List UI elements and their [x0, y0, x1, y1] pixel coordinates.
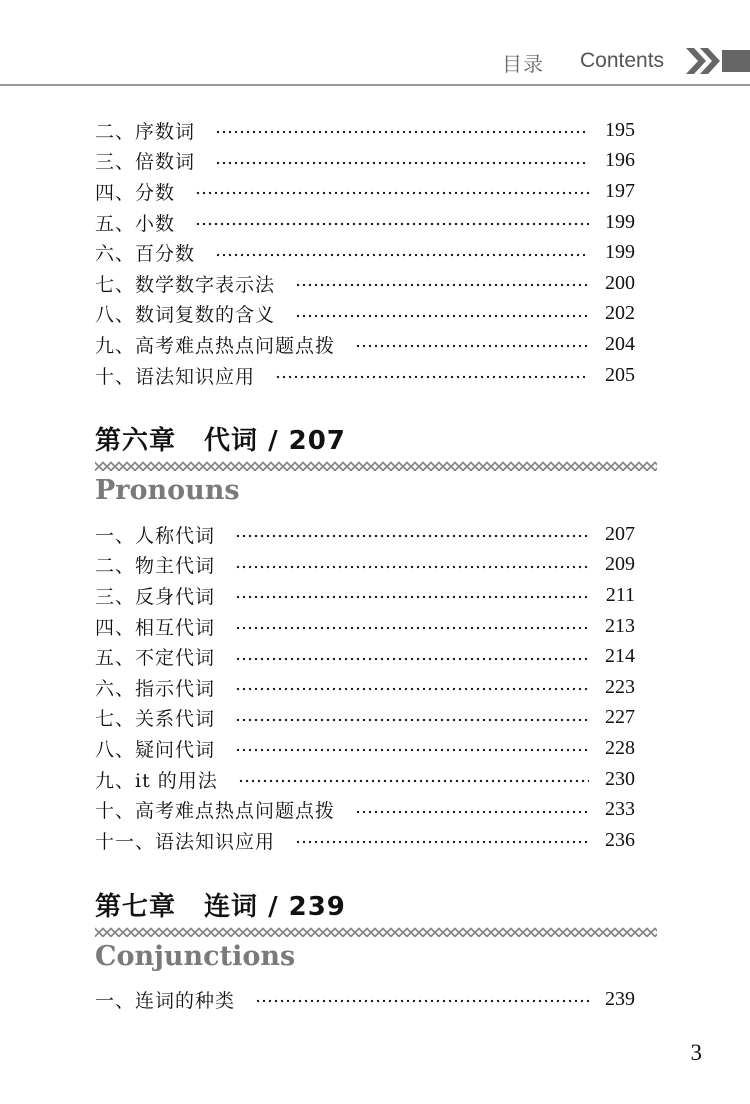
toc-entry-page: 200 — [605, 271, 635, 294]
toc-entry-page: 195 — [605, 118, 635, 141]
toc-entry-label: 四、相互代词 — [95, 616, 216, 639]
toc-entry-page: 196 — [605, 149, 635, 172]
dot-leader — [235, 748, 589, 752]
toc-entry[interactable] — [95, 825, 635, 856]
toc-entry-label: 二、序数词 — [95, 120, 196, 143]
toc-entry-label: 十、语法知识应用 — [95, 365, 256, 388]
dot-leader — [275, 375, 589, 379]
toc-entry-page: 209 — [605, 553, 635, 576]
toc-entry-label: 二、物主代词 — [95, 555, 216, 578]
toc-entry-label: 七、关系代词 — [95, 708, 216, 731]
toc-entry-page: 239 — [605, 987, 635, 1010]
toc-entry-label: 十、高考难点热点问题点拨 — [95, 800, 336, 823]
toc-entry-label: 五、不定代词 — [95, 647, 216, 670]
double-chevron-right-icon — [686, 46, 750, 76]
chapter-english-title: Pronouns — [95, 475, 240, 506]
toc-section-numerals — [95, 115, 635, 390]
page-header — [490, 46, 750, 78]
dot-leader — [235, 687, 589, 691]
toc-entry[interactable] — [95, 207, 635, 238]
toc-entry[interactable] — [95, 146, 635, 177]
toc-entry-page: 197 — [605, 179, 635, 202]
toc-entry-page: 214 — [605, 645, 635, 668]
toc-entry[interactable] — [95, 237, 635, 268]
chapter-title[interactable] — [95, 420, 695, 457]
toc-entry-page: 204 — [605, 332, 635, 355]
toc-entry-label: 五、小数 — [95, 212, 176, 235]
chapter-heading-6 — [95, 420, 695, 506]
dot-leader — [235, 718, 589, 722]
toc-entry[interactable] — [95, 984, 635, 1015]
header-title-english: Contents — [580, 49, 665, 72]
dot-leader — [235, 565, 589, 569]
toc-entry-page: 236 — [605, 828, 635, 851]
header-rule — [0, 84, 750, 86]
toc-entry[interactable] — [95, 672, 635, 703]
toc-entry[interactable] — [95, 268, 635, 299]
toc-entry-label: 九、it 的用法 — [95, 769, 218, 792]
toc-entry-label: 十一、语法知识应用 — [95, 830, 276, 853]
toc-entry-page: 205 — [605, 363, 635, 386]
dot-leader — [238, 779, 589, 783]
toc-entry-page: 227 — [605, 706, 635, 729]
toc-entry[interactable] — [95, 329, 635, 360]
page-number: 3 — [690, 1040, 702, 1065]
dot-leader — [195, 222, 589, 226]
toc-entry-page: 223 — [605, 675, 635, 698]
dot-leader — [295, 314, 589, 318]
chapter-name: 连词 / 239 — [204, 892, 346, 922]
toc-entry-label: 八、疑问代词 — [95, 738, 216, 761]
toc-section-conjunctions — [95, 984, 635, 1015]
toc-entry-page: 207 — [605, 522, 635, 545]
dot-leader — [215, 130, 589, 134]
toc-entry-page: 230 — [605, 767, 635, 790]
toc-entry[interactable] — [95, 550, 635, 581]
dot-leader — [235, 595, 589, 599]
dot-leader — [355, 810, 589, 814]
toc-entry-label: 八、数词复数的含义 — [95, 304, 276, 327]
toc-entry[interactable] — [95, 703, 635, 734]
toc-entry-label: 四、分数 — [95, 181, 176, 204]
toc-entry-page: 228 — [605, 736, 635, 759]
dot-leader — [215, 253, 589, 257]
toc-entry[interactable] — [95, 519, 635, 550]
toc-entry-label: 六、指示代词 — [95, 677, 216, 700]
dot-leader — [215, 161, 589, 165]
toc-entry-label: 七、数学数字表示法 — [95, 273, 276, 296]
toc-entry[interactable] — [95, 733, 635, 764]
chapter-divider — [95, 461, 657, 471]
chapter-divider — [95, 927, 657, 937]
header-title-chinese: 目录 — [502, 52, 544, 76]
dot-leader — [295, 283, 589, 287]
toc-entry[interactable] — [95, 611, 635, 642]
dot-leader — [235, 626, 589, 630]
chapter-heading-7 — [95, 886, 695, 972]
toc-entry-page: 199 — [605, 210, 635, 233]
toc-entry[interactable] — [95, 299, 635, 330]
dot-leader — [235, 534, 589, 538]
toc-entry-label: 九、高考难点热点问题点拨 — [95, 334, 336, 357]
toc-entry[interactable] — [95, 360, 635, 391]
chapter-number: 第七章 — [95, 892, 177, 922]
toc-entry-label: 一、人称代词 — [95, 524, 216, 547]
toc-entry-page: 199 — [605, 241, 635, 264]
toc-entry[interactable] — [95, 764, 635, 795]
dot-leader — [295, 840, 589, 844]
chapter-english-title: Conjunctions — [95, 941, 296, 972]
dot-leader — [235, 657, 589, 661]
dot-leader — [355, 344, 589, 348]
toc-entry-label: 三、倍数词 — [95, 151, 196, 174]
chapter-number: 第六章 — [95, 426, 177, 456]
toc-section-pronouns — [95, 519, 635, 856]
toc-entry[interactable] — [95, 580, 635, 611]
toc-entry[interactable] — [95, 794, 635, 825]
toc-entry[interactable] — [95, 176, 635, 207]
toc-entry-page: 233 — [605, 798, 635, 821]
toc-entry-page: 213 — [605, 614, 635, 637]
toc-entry-page: 202 — [605, 302, 635, 325]
toc-entry-label: 三、反身代词 — [95, 585, 216, 608]
toc-entry[interactable] — [95, 115, 635, 146]
toc-entry-label: 一、连词的种类 — [95, 989, 236, 1012]
toc-entry-label: 六、百分数 — [95, 243, 196, 266]
dot-leader — [195, 191, 589, 195]
toc-entry[interactable] — [95, 641, 635, 672]
chapter-title[interactable] — [95, 886, 695, 923]
toc-entry-page: 211 — [605, 583, 635, 606]
chapter-name: 代词 / 207 — [204, 426, 346, 456]
dot-leader — [255, 999, 589, 1003]
